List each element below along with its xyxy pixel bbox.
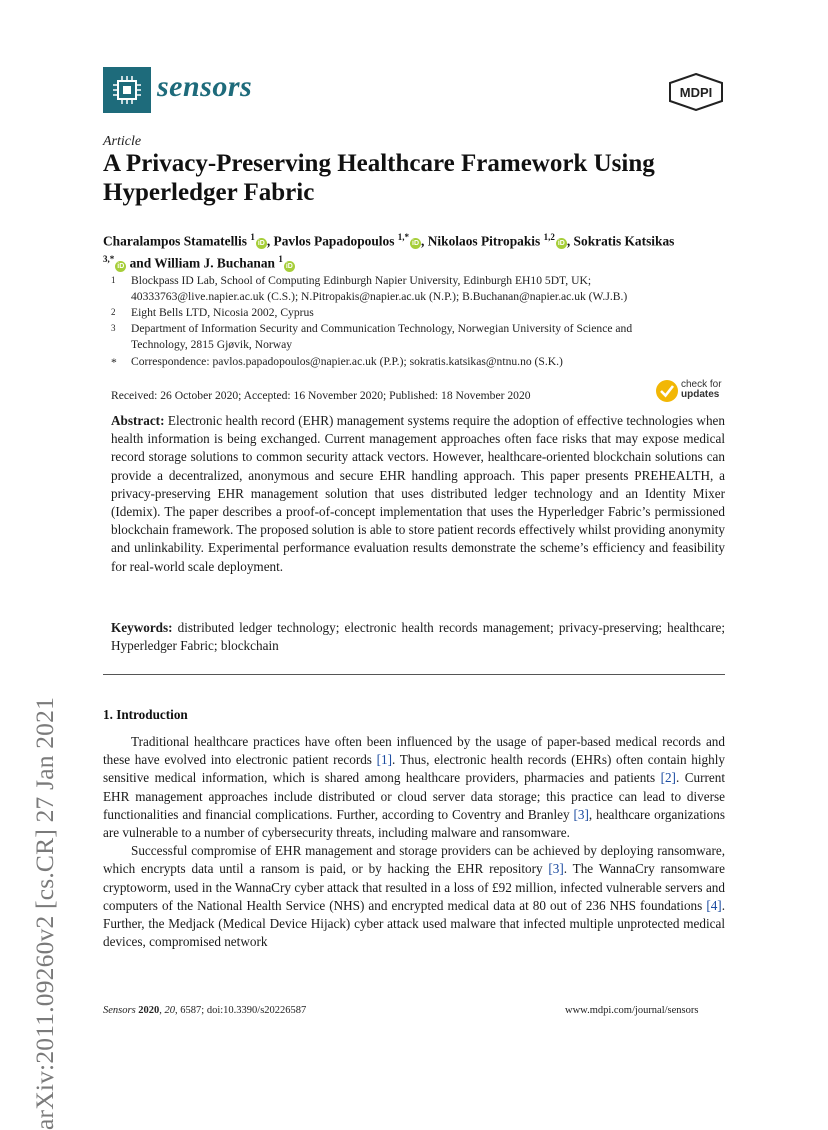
- arxiv-identifier: arXiv:2011.09260v2 [cs.CR] 27 Jan 2021: [30, 696, 59, 1130]
- citation-link[interactable]: [4]: [706, 897, 722, 913]
- footer-url[interactable]: www.mdpi.com/journal/sensors: [565, 1005, 699, 1016]
- correspondence: Correspondence: pavlos.papadopoulos@napier.ac.uk (P.P.); sokratis.katsikas@ntnu.no (S.K.): [131, 355, 563, 368]
- keywords: [111, 619, 725, 655]
- section-heading: 1. Introduction: [103, 707, 188, 722]
- orcid-icon[interactable]: iD: [285, 262, 293, 270]
- check-for-updates-badge[interactable]: [655, 377, 727, 405]
- check-updates-line2: updates: [681, 389, 720, 400]
- section-divider: [103, 674, 725, 675]
- author-affil-sup: 1,2: [543, 232, 555, 242]
- author-affil-sup: 1: [250, 232, 255, 242]
- author-name: Pavlos Papadopoulos: [273, 233, 395, 249]
- orcid-icon[interactable]: iD: [412, 240, 420, 248]
- footer-citation: Sensors 2020, 20, 6587; doi:10.3390/s20226587: [103, 1005, 307, 1016]
- author-affil-sup: 1,*: [397, 232, 410, 242]
- affiliation-text: Blockpass ID Lab, School of Computing Edinburgh Napier University, Edinburgh EH10 5DT, UK; 40333763@live.napier.ac.uk (C.S.); N.Pitropakis@napier.ac.uk (N.P.); B.Buchanan@napier.ac.uk (W.J.B.): [131, 274, 628, 303]
- citation-link[interactable]: [1]: [376, 752, 392, 768]
- publication-dates: Received: 26 October 2020; Accepted: 16 November 2020; Published: 18 November 2020: [111, 389, 531, 402]
- author-list: Charalampos Stamatellis $^1$iD , Pavlos Papadopoulos $^{1,*}$iD , Nikolaos Pitropakis $^{1,2}$iD , Sokratis Katsikas $^{3,*}$iD and William J. Buchanan $^1$iD: [103, 232, 675, 271]
- author-name: Charalampos Stamatellis: [103, 233, 247, 249]
- affiliation-text: Eight Bells LTD, Nicosia 2002, Cyprus: [131, 306, 314, 319]
- journal-name: sensors: [157, 70, 253, 103]
- author-affil-sup: 3,*: [103, 254, 115, 265]
- journal-logo-icon: [103, 67, 151, 113]
- author-name: and William J. Buchanan: [129, 255, 275, 271]
- orcid-icon[interactable]: iD: [257, 240, 265, 248]
- affiliation-mark: 3: [111, 323, 116, 333]
- keywords-text: distributed ledger technology; electronic health records management; privacy-preserving; healthcare; Hyperledger Fabric; blockchain: [111, 620, 725, 654]
- affiliation-text: Department of Information Security and Communication Technology, Norwegian University of Science and Technology, 2815 Gjøvik, Norway: [131, 322, 633, 351]
- citation-link[interactable]: [3]: [548, 861, 564, 877]
- affiliation-mark: *: [111, 356, 117, 369]
- introduction-body: [103, 733, 725, 951]
- abstract-label: Abstract:: [111, 413, 165, 428]
- citation-link[interactable]: [2]: [660, 770, 676, 786]
- check-updates-line1: check for: [681, 379, 722, 390]
- citation-link[interactable]: [3]: [573, 806, 589, 822]
- keywords-label: Keywords:: [111, 620, 173, 635]
- abstract-text: Electronic health record (EHR) management systems require the adoption of effective technologies when health information is being exchanged. Current management approaches often face risks that may expose medical record storage solutions to common security attack vectors. However, healthcare-oriented blockchain solutions can provide a decentralized, anonymous and secure EHR handling approach. This paper presents PREHEALTH, a privacy-preserving EHR management solution that uses distributed ledger technology and an Identity Mixer (Idemix). The paper describes a proof-of-concept implementation that uses the Hyperledger Fabric’s permissioned blockchain framework. The proposed solution is able to store patient records effectively whilst providing anonymity and unlinkability. Experimental performance evaluation results demonstrate the scheme’s efficiency and feasibility for real-world scale deployment.: [111, 413, 725, 574]
- abstract: [111, 412, 725, 576]
- paragraph: Successful compromise of EHR management and storage providers can be achieved by deploying ransomware, which encrypts data until a ransom is paid, or by hacking the EHR repository [3]. The WannaCry ransomware cryptoworm, used in the WannaCry cyber attack that resulted in a loss of £92 million, infected vulnerable servers and computers of the National Health Service (NHS) and encrypted medical data at 80 out of 236 NHS foundations [4]. Further, the Medjack (Medical Device Hijack) cyber attack used malware that infected multiple unprotected medical devices, compromised network: [103, 843, 725, 950]
- publisher-name: MDPI: [679, 85, 713, 100]
- author-name: Nikolaos Pitropakis: [427, 233, 541, 249]
- affiliation-mark: 2: [111, 307, 116, 317]
- author-affil-sup: 1: [278, 254, 283, 265]
- article-type: Article: [103, 134, 142, 149]
- orcid-icon[interactable]: iD: [557, 240, 565, 248]
- orcid-icon[interactable]: iD: [117, 262, 125, 270]
- author-name: Sokratis Katsikas: [573, 233, 675, 249]
- paper-title: A Privacy-Preserving Healthcare Framework Using Hyperledger Fabric: [103, 150, 655, 206]
- affiliation-mark: 1: [111, 275, 116, 285]
- publisher-logo-icon: [668, 73, 724, 111]
- paragraph: Traditional healthcare practices have often been influenced by the usage of paper-based medical records and these have evolved into electronic patient records [1]. Thus, electronic health records (EHRs) often contain highly sensitive medical information, which is shared among healthcare providers, pharmacies and patients [2]. Current EHR management approaches include distributed or cloud server data storage; this practice can lead to diverse functionalities and financial complications. Further, according to Coventry and Branley [3], healthcare organizations are vulnerable to a number of cybersecurity threats, including malware and ransomware.: [103, 734, 725, 841]
